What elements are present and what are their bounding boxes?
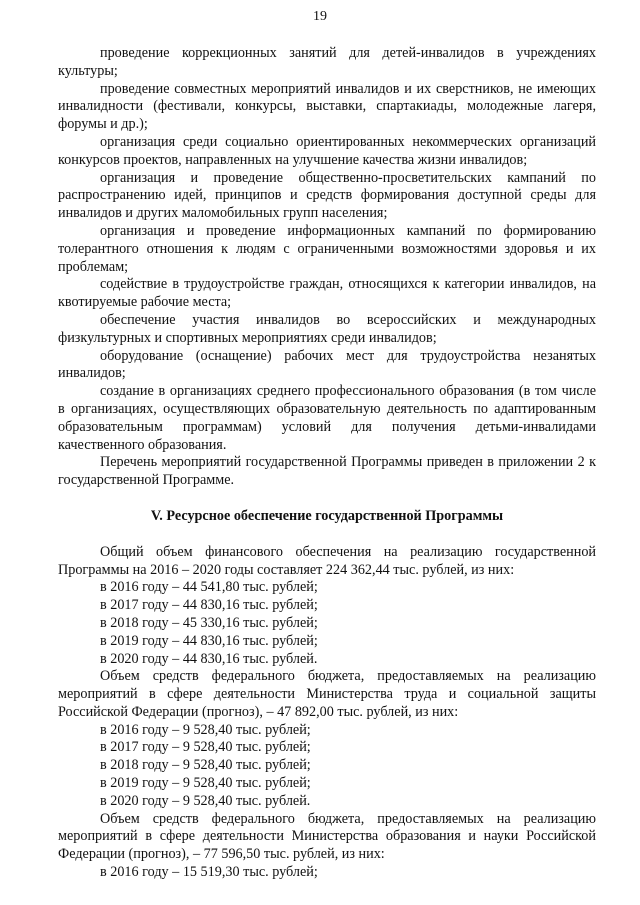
labor-funding-line-2017: в 2017 году – 9 528,40 тыс. рублей; <box>100 739 311 756</box>
labor-funding-line-2016: в 2016 году – 9 528,40 тыс. рублей; <box>100 721 311 738</box>
labor-funding-line-2018: в 2018 году – 9 528,40 тыс. рублей; <box>100 757 311 774</box>
paragraph-joint-events: проведение совместных мероприятий инвалидов и их сверстников, не имеющих инвалидности (фестивали, конкурсы, выставки, спартакиады, молодежные лагеря, форумы и др.); <box>58 80 596 133</box>
paragraph-workplace-equipment: оборудование (оснащение) рабочих мест для трудоустройства незанятых инвалидов; <box>58 347 596 382</box>
paragraph-employment-assistance: содействие в трудоустройстве граждан, относящихся к категории инвалидов, на квотируемые рабочие места; <box>58 276 596 311</box>
labor-funding-line-2020: в 2020 году – 9 528,40 тыс. рублей. <box>100 792 311 809</box>
funding-line-2018: в 2018 году – 45 330,16 тыс. рублей; <box>100 614 318 631</box>
paragraph-public-campaigns: организация и проведение общественно-просветительских кампаний по распространению идей, принципов и средств формирования доступной среды для инвалидов и других маломобильных групп населения; <box>58 169 596 222</box>
paragraph-sports-participation: обеспечение участия инвалидов во всероссийских и международных физкультурных и спортивных мероприятиях среди инвалидов; <box>58 311 596 346</box>
funding-line-2016: в 2016 году – 44 541,80 тыс. рублей; <box>100 579 318 596</box>
paragraph-info-campaigns: организация и проведение информационных кампаний по формированию толерантного отношения к людям с ограниченными возможностями здоровья и их проблемам; <box>58 222 596 275</box>
paragraph-labor-ministry-funding: Объем средств федерального бюджета, предоставляемых на реализацию мероприятий в сфере деятельности Министерства труда и социальной защиты Российской Федерации (прогноз), – 47 892,00 тыс. рублей, из них: <box>58 668 596 720</box>
paragraph-education-conditions: создание в организациях среднего профессионального образования (в том числе в организациях, осуществляющих образовательную деятельность по адаптированным образовательным программам) условий для получения детьми-инвалидами качественного образования. <box>58 383 596 453</box>
paragraph-education-ministry-funding: Объем средств федерального бюджета, предоставляемых на реализацию мероприятий в сфере деятельности Министерства образования и науки Российской Федерации (прогноз), – 77 596,50 тыс. рублей, из них: <box>58 810 596 863</box>
paragraph-correction-classes: проведение коррекционных занятий для детей-инвалидов в учреждениях культуры; <box>58 45 596 79</box>
funding-line-2017: в 2017 году – 44 830,16 тыс. рублей; <box>100 597 318 614</box>
page-number: 19 <box>313 9 327 24</box>
page-content <box>58 45 596 882</box>
funding-line-2020: в 2020 году – 44 830,16 тыс. рублей. <box>100 650 318 667</box>
paragraph-total-funding: Общий объем финансового обеспечения на реализацию государственной Программы на 2016 – 2020 годы составляет 224 362,44 тыс. рублей, из них: <box>58 543 596 578</box>
section-heading: V. Ресурсное обеспечение государственной Программы <box>150 507 504 524</box>
labor-funding-line-2019: в 2019 году – 9 528,40 тыс. рублей; <box>100 775 311 792</box>
education-funding-line-2016: в 2016 году – 15 519,30 тыс. рублей; <box>100 864 318 881</box>
paragraph-ngo-contests: организация среди социально ориентированных некоммерческих организаций конкурсов проектов, направленных на улучшение качества жизни инвалидов; <box>58 133 596 168</box>
paragraph-events-list-reference: Перечень мероприятий государственной Программы приведен в приложении 2 к государственной Программе. <box>58 454 596 489</box>
funding-line-2019: в 2019 году – 44 830,16 тыс. рублей; <box>100 632 318 649</box>
